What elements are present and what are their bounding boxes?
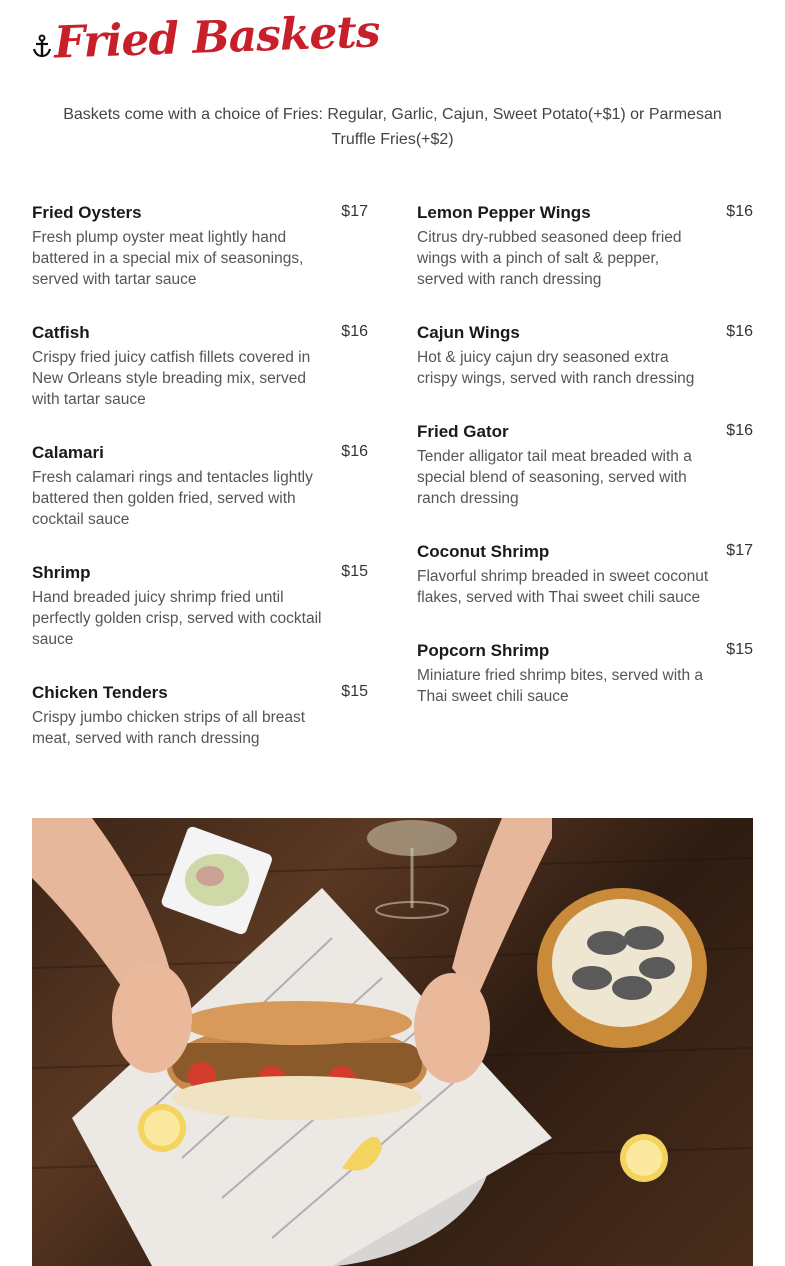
item-name: Chicken Tenders bbox=[32, 683, 168, 702]
menu-column-left bbox=[32, 200, 368, 779]
food-photo bbox=[32, 818, 753, 1266]
item-name: Coconut Shrimp bbox=[417, 542, 550, 561]
menu-item bbox=[32, 320, 368, 410]
fries-note: Baskets come with a choice of Fries: Regular, Garlic, Cajun, Sweet Potato(+$1) or Parmesan Truffle Fries(+$2) bbox=[63, 106, 722, 148]
item-description: Fresh plump oyster meat lightly hand battered in a special mix of seasonings, served with tartar sauce bbox=[32, 229, 304, 288]
item-description: Flavorful shrimp breaded in sweet coconut flakes, served with Thai sweet chili sauce bbox=[417, 568, 709, 606]
menu-column-right bbox=[417, 200, 753, 737]
menu-item bbox=[32, 440, 368, 530]
item-description: Miniature fried shrimp bites, served with a Thai sweet chili sauce bbox=[417, 667, 704, 705]
item-description: Crispy jumbo chicken strips of all breast meat, served with ranch dressing bbox=[32, 709, 306, 747]
menu-item bbox=[32, 200, 368, 290]
item-price: $15 bbox=[341, 563, 368, 580]
item-price: $16 bbox=[341, 323, 368, 340]
item-price: $16 bbox=[726, 203, 753, 220]
item-description: Tender alligator tail meat breaded with a special blend of seasoning, served with ranch dressing bbox=[417, 448, 692, 507]
item-price: $17 bbox=[726, 542, 753, 559]
item-name: Catfish bbox=[32, 323, 90, 342]
item-name: Popcorn Shrimp bbox=[417, 641, 550, 660]
menu-item bbox=[32, 560, 368, 650]
item-price: $16 bbox=[341, 443, 368, 460]
item-price: $16 bbox=[726, 422, 753, 439]
item-description: Citrus dry-rubbed seasoned deep fried wings with a pinch of salt & pepper, served with ranch dressing bbox=[417, 229, 682, 288]
anchor-icon bbox=[32, 34, 52, 58]
item-name: Fried Gator bbox=[417, 422, 509, 441]
item-name: Calamari bbox=[32, 443, 104, 462]
item-name: Cajun Wings bbox=[417, 323, 520, 342]
item-description: Hand breaded juicy shrimp fried until perfectly golden crisp, served with cocktail sauce bbox=[32, 589, 322, 648]
item-price: $15 bbox=[341, 683, 368, 700]
page-title: Fried Baskets bbox=[53, 6, 381, 69]
item-price: $16 bbox=[726, 323, 753, 340]
menu-item bbox=[417, 320, 753, 389]
item-price: $15 bbox=[726, 641, 753, 658]
menu-item bbox=[417, 419, 753, 509]
item-description: Hot & juicy cajun dry seasoned extra crispy wings, served with ranch dressing bbox=[417, 349, 695, 387]
item-name: Shrimp bbox=[32, 563, 91, 582]
menu-item bbox=[417, 200, 753, 290]
item-price: $17 bbox=[341, 203, 368, 220]
item-description: Fresh calamari rings and tentacles lightly battered then golden fried, served with cocktail sauce bbox=[32, 469, 313, 528]
item-description: Crispy fried juicy catfish fillets covered in New Orleans style breading mix, served with tartar sauce bbox=[32, 349, 311, 408]
item-name: Fried Oysters bbox=[32, 203, 142, 222]
menu-header bbox=[32, 6, 381, 78]
menu-item bbox=[417, 638, 753, 707]
item-name: Lemon Pepper Wings bbox=[417, 203, 591, 222]
menu-item bbox=[417, 539, 753, 608]
menu-item bbox=[32, 680, 368, 749]
